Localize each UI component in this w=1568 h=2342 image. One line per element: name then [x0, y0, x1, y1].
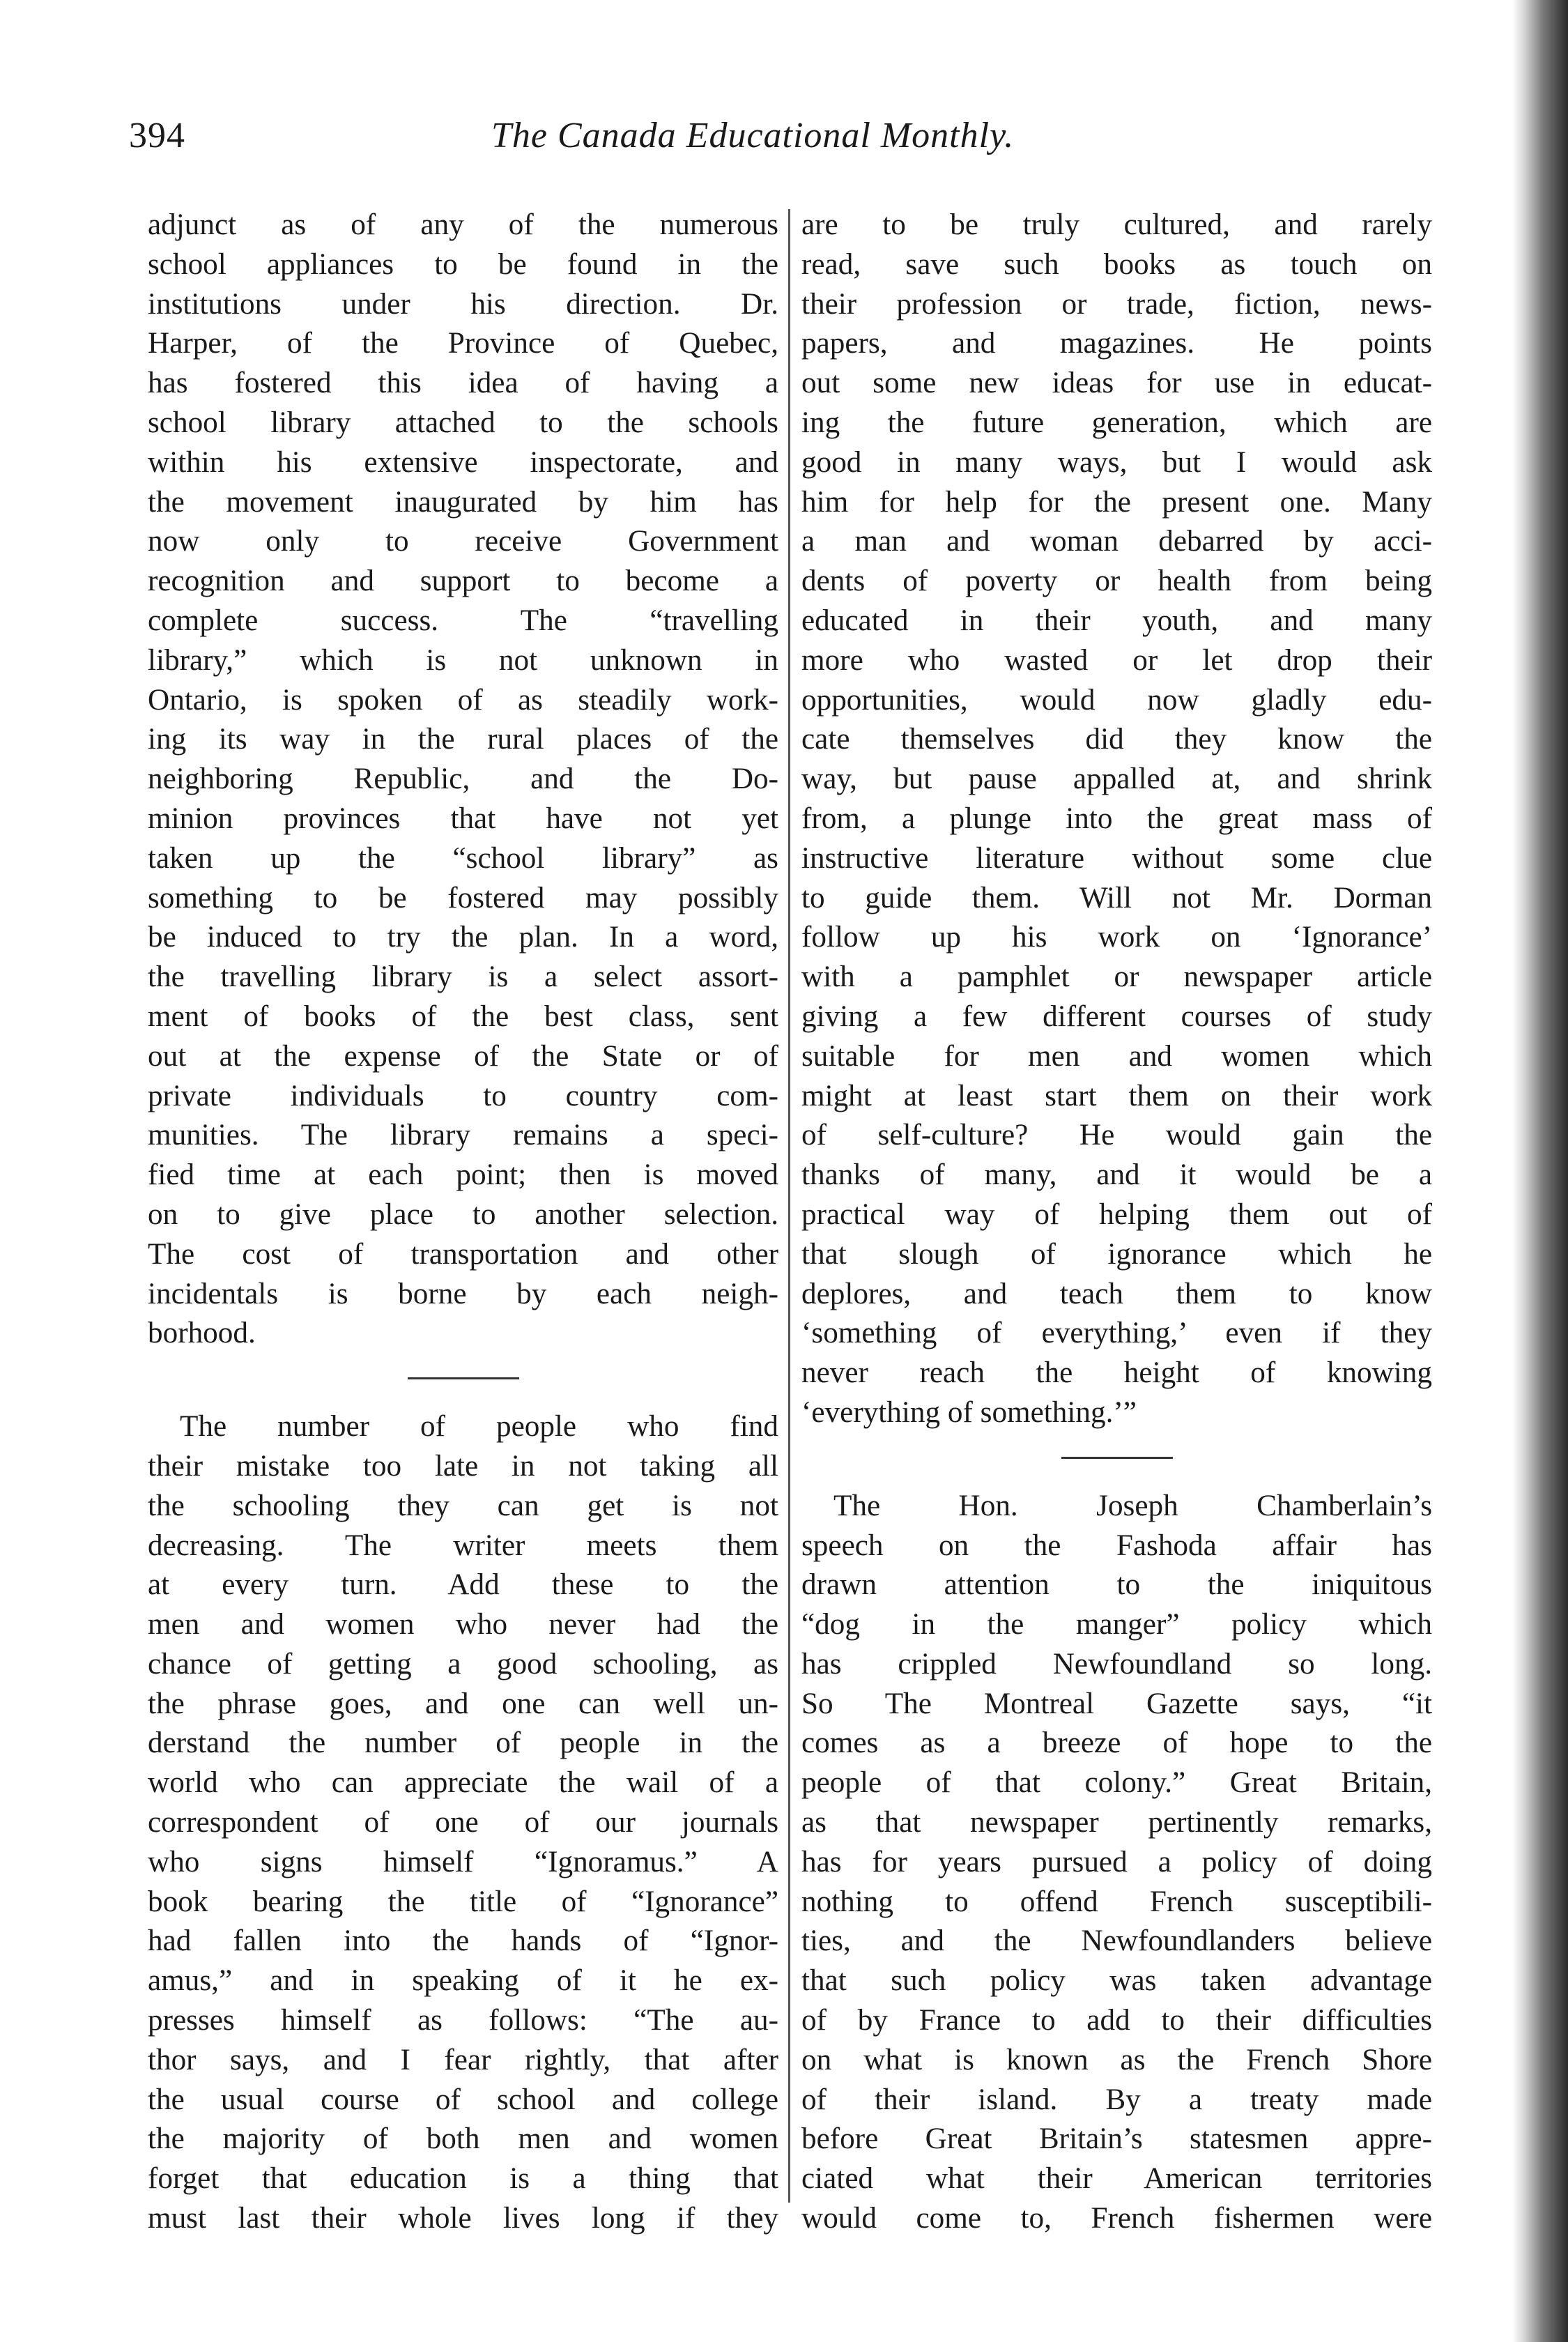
text-line: out at the expense of the State or of: [148, 1039, 778, 1073]
text-line: before Great Britain’s statesmen appre-: [801, 2122, 1432, 2156]
text-line: educated in their youth, and many: [801, 604, 1432, 637]
right-column: [801, 206, 1432, 2239]
text-line: their profession or trade, fiction, news-: [801, 287, 1432, 321]
text-line: Ontario, is spoken of as steadily work-: [148, 683, 778, 717]
text-line: from, a plunge into the great mass of: [801, 802, 1432, 835]
right-paragraph-ignorance-letter: [801, 206, 1432, 1433]
text-line: must last their whole lives long if they: [148, 2202, 778, 2235]
text-line: suitable for men and women which: [801, 1039, 1432, 1073]
text-line: fied time at each point; then is moved: [148, 1158, 778, 1192]
text-line: that slough of ignorance which he: [801, 1237, 1432, 1271]
text-line: with a pamphlet or newspaper article: [801, 960, 1432, 994]
text-line: papers, and magazines. He points: [801, 327, 1432, 360]
text-line: the schooling they can get is not: [148, 1489, 778, 1522]
text-line: has crippled Newfoundland so long.: [801, 1647, 1432, 1681]
text-line: private individuals to country com-: [148, 1079, 778, 1112]
text-line: of their island. By a treaty made: [801, 2083, 1432, 2116]
right-paragraph-fashoda: [801, 1487, 1432, 2239]
text-line: correspondent of one of our journals: [148, 1806, 778, 1839]
text-line: presses himself as follows: “The au-: [148, 2004, 778, 2037]
text-line: comes as a breeze of hope to the: [801, 1727, 1432, 1760]
text-line: are to be truly cultured, and rarely: [801, 208, 1432, 241]
text-line: ties, and the Newfoundlanders believe: [801, 1924, 1432, 1958]
text-line: library,” which is not unknown in: [148, 643, 778, 677]
text-line: him for help for the present one. Many: [801, 485, 1432, 519]
text-line: thor says, and I fear rightly, that after: [148, 2043, 778, 2076]
text-line: at every turn. Add these to the: [148, 1568, 778, 1602]
text-line: has fostered this idea of having a: [148, 367, 778, 400]
text-line: now only to receive Government: [148, 525, 778, 558]
text-line: minion provinces that have not yet: [148, 802, 778, 835]
text-line: practical way of helping them out of: [801, 1197, 1432, 1231]
text-line: thanks of many, and it would be a: [801, 1158, 1432, 1192]
text-line: The number of people who find: [180, 1410, 778, 1444]
text-line: chance of getting a good schooling, as: [148, 1647, 778, 1681]
text-line: ing the future generation, which are: [801, 406, 1432, 439]
text-line: to guide them. Will not Mr. Dorman: [801, 881, 1432, 914]
text-line: decreasing. The writer meets them: [148, 1529, 778, 1562]
left-column: [148, 206, 778, 2239]
text-line: incidentals is borne by each neigh-: [148, 1277, 778, 1310]
text-line: complete success. The “travelling: [148, 604, 778, 637]
text-line: has for years pursued a policy of doing: [801, 1845, 1432, 1878]
text-line: So The Montreal Gazette says, “it: [801, 1687, 1432, 1720]
text-line: within his extensive inspectorate, and: [148, 445, 778, 479]
left-paragraph-school-library: [148, 206, 778, 1354]
text-line: be induced to try the plan. In a word,: [148, 921, 778, 954]
text-line: read, save such books as touch on: [801, 247, 1432, 281]
text-line: instructive literature without some clue: [801, 841, 1432, 875]
text-line: amus,” and in speaking of it he ex-: [148, 1964, 778, 1998]
text-line: men and women who never had the: [148, 1608, 778, 1641]
text-line: on what is known as the French Shore: [801, 2043, 1432, 2076]
text-line: nothing to offend French susceptibili-: [801, 1885, 1432, 1918]
text-line: that such policy was taken advantage: [801, 1964, 1432, 1998]
page-number: 394: [129, 116, 185, 155]
text-line: forget that education is a thing that: [148, 2162, 778, 2196]
text-line: Harper, of the Province of Quebec,: [148, 327, 778, 360]
text-line: people of that colony.” Great Britain,: [801, 1766, 1432, 1800]
text-line: giving a few different courses of study: [801, 1000, 1432, 1033]
running-title: The Canada Educational Monthly.: [491, 116, 1015, 155]
text-line: follow up his work on ‘Ignorance’: [801, 921, 1432, 954]
page-edge-shadow: [1512, 0, 1568, 2342]
text-line: way, but pause appalled at, and shrink: [801, 763, 1432, 796]
text-line: a man and woman debarred by acci-: [801, 525, 1432, 558]
text-line: munities. The library remains a speci-: [148, 1119, 778, 1152]
text-line: their mistake too late in not taking all: [148, 1449, 778, 1483]
text-line: ment of books of the best class, sent: [148, 1000, 778, 1033]
text-line: the majority of both men and women: [148, 2122, 778, 2156]
text-line: recognition and support to become a: [148, 565, 778, 598]
text-line: of by France to add to their difficulties: [801, 2004, 1432, 2037]
text-line: the travelling library is a select assort-: [148, 960, 778, 994]
text-line: neighboring Republic, and the Do-: [148, 763, 778, 796]
text-line: ‘everything of something.’”: [801, 1395, 1137, 1429]
text-line: the phrase goes, and one can well un-: [148, 1687, 778, 1720]
text-line: never reach the height of knowing: [801, 1356, 1432, 1390]
text-line: of self-culture? He would gain the: [801, 1119, 1432, 1152]
text-line: might at least start them on their work: [801, 1079, 1432, 1112]
page-header: [129, 115, 1125, 164]
column-divider: [788, 209, 790, 2203]
text-line: book bearing the title of “Ignorance”: [148, 1885, 778, 1918]
text-line: speech on the Fashoda affair has: [801, 1529, 1432, 1562]
text-line: as that newspaper pertinently remarks,: [801, 1806, 1432, 1839]
text-line: who signs himself “Ignoramus.” A: [148, 1845, 778, 1878]
text-line: world who can appreciate the wail of a: [148, 1766, 778, 1800]
section-divider-rule: [1061, 1457, 1173, 1459]
text-line: on to give place to another selection.: [148, 1197, 778, 1231]
text-line: ing its way in the rural places of the: [148, 723, 778, 756]
text-line: “dog in the manger” policy which: [801, 1608, 1432, 1641]
text-line: school appliances to be found in the: [148, 247, 778, 281]
text-line: more who wasted or let drop their: [801, 643, 1432, 677]
text-line: taken up the “school library” as: [148, 841, 778, 875]
text-line: cate themselves did they know the: [801, 723, 1432, 756]
text-line: ciated what their American territories: [801, 2162, 1432, 2196]
text-line: deplores, and teach them to know: [801, 1277, 1432, 1310]
text-line: adjunct as of any of the numerous: [148, 208, 778, 241]
text-line: institutions under his direction. Dr.: [148, 287, 778, 321]
left-paragraph-ignoramus: [148, 1407, 778, 2239]
section-divider-rule: [408, 1377, 519, 1379]
text-line: the movement inaugurated by him has: [148, 485, 778, 519]
text-line: dents of poverty or health from being: [801, 565, 1432, 598]
text-line: borhood.: [148, 1317, 256, 1350]
text-line: school library attached to the schools: [148, 406, 778, 439]
text-line: good in many ways, but I would ask: [801, 445, 1432, 479]
text-line: The cost of transportation and other: [148, 1237, 778, 1271]
text-line: the usual course of school and college: [148, 2083, 778, 2116]
text-line: opportunities, would now gladly edu-: [801, 683, 1432, 717]
text-line: The Hon. Joseph Chamberlain’s: [833, 1489, 1432, 1522]
text-line: had fallen into the hands of “Ignor-: [148, 1924, 778, 1958]
text-line: would come to, French fishermen were: [801, 2202, 1432, 2235]
text-line: out some new ideas for use in educat-: [801, 367, 1432, 400]
text-line: drawn attention to the iniquitous: [801, 1568, 1432, 1602]
text-line: something to be fostered may possibly: [148, 881, 778, 914]
text-line: derstand the number of people in the: [148, 1727, 778, 1760]
text-line: ‘something of everything,’ even if they: [801, 1317, 1432, 1350]
